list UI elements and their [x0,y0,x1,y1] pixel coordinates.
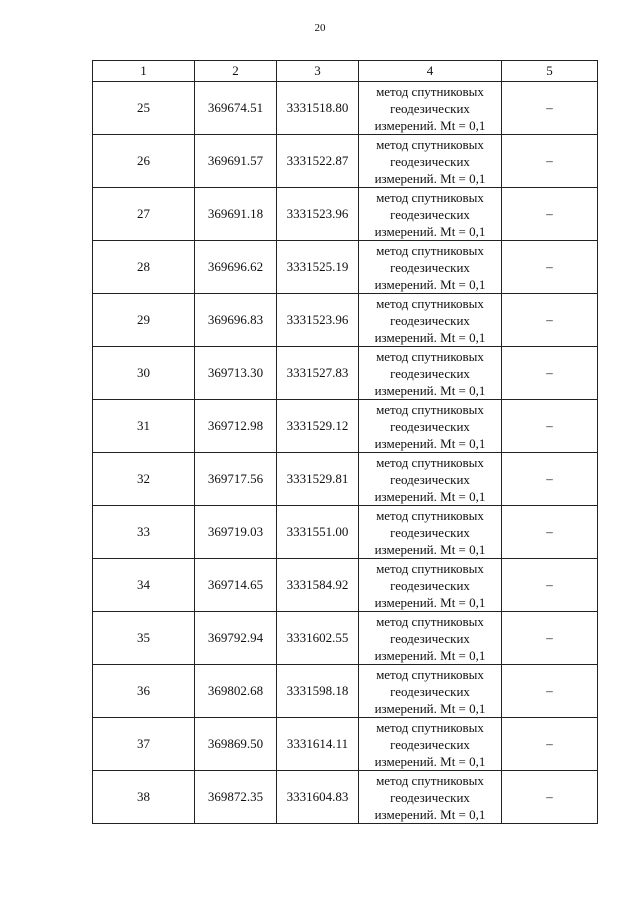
column-5-value: – [502,294,598,347]
table-row [93,771,598,824]
coord-y: 3331614.11 [277,718,359,771]
column-5-value: – [502,665,598,718]
method-line-1: метод спутниковых [376,454,484,470]
method-line-1: метод спутниковых [376,666,484,682]
column-5-value: – [502,453,598,506]
method-line-2: геодезических [390,312,470,328]
table-row [93,135,598,188]
method-line-2: геодезических [390,153,470,169]
point-number: 35 [93,612,195,665]
coord-y: 3331523.96 [277,294,359,347]
coord-x: 369802.68 [195,665,277,718]
method-description [359,135,502,188]
method-description [359,506,502,559]
table-row [93,559,598,612]
method-description [359,188,502,241]
page-number: 20 [314,22,326,34]
method-line-3: измерений. Mt = 0,1 [374,382,486,398]
method-line-2: геодезических [390,100,470,116]
coord-x: 369691.18 [195,188,277,241]
table-row [93,347,598,400]
method-line-2: геодезических [390,789,470,805]
coord-y: 3331551.00 [277,506,359,559]
coord-x: 369719.03 [195,506,277,559]
coord-y: 3331602.55 [277,612,359,665]
column-5-value: – [502,82,598,135]
column-5-value: – [502,400,598,453]
point-number: 29 [93,294,195,347]
point-number: 36 [93,665,195,718]
method-line-1: метод спутниковых [376,613,484,629]
method-line-1: метод спутниковых [376,507,484,523]
table-row [93,400,598,453]
method-line-3: измерений. Mt = 0,1 [374,541,486,557]
method-line-1: метод спутниковых [376,136,484,152]
point-number: 26 [93,135,195,188]
table-header-row [93,61,598,82]
coord-x: 369691.57 [195,135,277,188]
method-line-1: метод спутниковых [376,83,484,99]
coord-x: 369696.62 [195,241,277,294]
method-line-2: геодезических [390,577,470,593]
method-line-2: геодезических [390,418,470,434]
method-description [359,718,502,771]
point-number: 25 [93,82,195,135]
table-row [93,82,598,135]
method-line-3: измерений. Mt = 0,1 [374,223,486,239]
method-line-2: геодезических [390,736,470,752]
point-number: 31 [93,400,195,453]
method-line-1: метод спутниковых [376,242,484,258]
method-line-2: геодезических [390,259,470,275]
method-line-1: метод спутниковых [376,348,484,364]
method-description [359,241,502,294]
table-row [93,188,598,241]
point-number: 33 [93,506,195,559]
method-line-3: измерений. Mt = 0,1 [374,806,486,822]
method-description [359,294,502,347]
table-body [93,82,598,824]
column-5-value: – [502,771,598,824]
coord-y: 3331598.18 [277,665,359,718]
column-5-value: – [502,559,598,612]
method-line-3: измерений. Mt = 0,1 [374,170,486,186]
coord-y: 3331523.96 [277,188,359,241]
coord-y: 3331584.92 [277,559,359,612]
method-line-2: геодезических [390,683,470,699]
coord-y: 3331518.80 [277,82,359,135]
coord-x: 369714.65 [195,559,277,612]
method-description [359,82,502,135]
coord-x: 369713.30 [195,347,277,400]
method-line-1: метод спутниковых [376,295,484,311]
method-line-3: измерений. Mt = 0,1 [374,488,486,504]
coord-x: 369872.35 [195,771,277,824]
method-line-1: метод спутниковых [376,772,484,788]
method-description [359,612,502,665]
header-col-5: 5 [502,61,598,82]
coord-y: 3331527.83 [277,347,359,400]
method-description [359,453,502,506]
method-line-2: геодезических [390,471,470,487]
column-5-value: – [502,347,598,400]
method-line-3: измерений. Mt = 0,1 [374,435,486,451]
coord-y: 3331522.87 [277,135,359,188]
table-row [93,453,598,506]
method-description [359,347,502,400]
method-line-1: метод спутниковых [376,719,484,735]
header-col-4: 4 [359,61,502,82]
header-col-1: 1 [93,61,195,82]
coord-x: 369717.56 [195,453,277,506]
column-5-value: – [502,241,598,294]
point-number: 38 [93,771,195,824]
column-5-value: – [502,135,598,188]
coord-x: 369674.51 [195,82,277,135]
point-number: 34 [93,559,195,612]
method-line-3: измерений. Mt = 0,1 [374,647,486,663]
table-row [93,506,598,559]
coord-x: 369712.98 [195,400,277,453]
method-line-2: геодезических [390,630,470,646]
method-description [359,559,502,612]
table-row [93,241,598,294]
coord-y: 3331529.81 [277,453,359,506]
point-number: 30 [93,347,195,400]
coord-y: 3331604.83 [277,771,359,824]
method-line-3: измерений. Mt = 0,1 [374,276,486,292]
coord-x: 369792.94 [195,612,277,665]
method-line-2: геодезических [390,206,470,222]
point-number: 27 [93,188,195,241]
column-5-value: – [502,506,598,559]
method-description [359,771,502,824]
table-row [93,665,598,718]
header-col-3: 3 [277,61,359,82]
method-description [359,665,502,718]
method-line-2: геодезических [390,365,470,381]
table-row [93,612,598,665]
method-line-1: метод спутниковых [376,189,484,205]
table-row [93,294,598,347]
point-number: 32 [93,453,195,506]
coord-y: 3331525.19 [277,241,359,294]
coord-y: 3331529.12 [277,400,359,453]
method-description [359,400,502,453]
coord-x: 369869.50 [195,718,277,771]
coordinates-table [92,60,598,824]
point-number: 37 [93,718,195,771]
method-line-1: метод спутниковых [376,401,484,417]
column-5-value: – [502,612,598,665]
method-line-2: геодезических [390,524,470,540]
coord-x: 369696.83 [195,294,277,347]
method-line-3: измерений. Mt = 0,1 [374,329,486,345]
table-row [93,718,598,771]
method-line-3: измерений. Mt = 0,1 [374,594,486,610]
method-line-3: измерений. Mt = 0,1 [374,117,486,133]
point-number: 28 [93,241,195,294]
column-5-value: – [502,188,598,241]
method-line-1: метод спутниковых [376,560,484,576]
column-5-value: – [502,718,598,771]
method-line-3: измерений. Mt = 0,1 [374,753,486,769]
method-line-3: измерений. Mt = 0,1 [374,700,486,716]
header-col-2: 2 [195,61,277,82]
